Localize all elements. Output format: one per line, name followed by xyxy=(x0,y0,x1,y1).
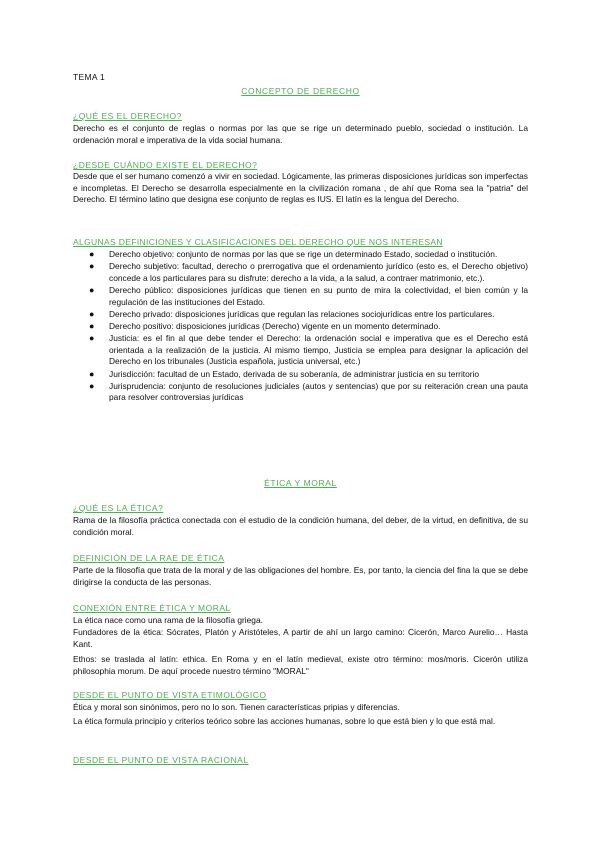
heading-definiciones: ALGUNAS DEFINICIONES Y CLASIFICACIONES DEL DERECHO QUE NOS INTERESAN xyxy=(73,237,443,247)
bullet-icon: ● xyxy=(89,249,95,259)
bullet-icon: ● xyxy=(89,368,95,379)
paragraph-conexion-3: Ethos: se traslada al latín: ethica. En Roma y en el latín medieval, existe otro término: mos/moris. Cicerón utiliza philosophia morum. De aquí procede nuestro término "MORAL" xyxy=(73,654,528,676)
list-item: ● Derecho positivo: disposiciones jurídicas (Derecho) vigente en un momento determinado. xyxy=(89,320,441,331)
title-concepto: CONCEPTO DE DERECHO xyxy=(241,86,360,96)
paragraph-desde-cuando: Desde que el ser humano comenzó a vivir en sociedad. Lógicamente, las primeras disposiciones jurídicas son imperfectas e incompletas. El Derecho se desarrolla especialmente en la civilización romana , de ahí que Roma sea la "patria" del Derecho. El término latino que designa ese conjunto de reglas es IUS. El latín es la lengua del Derecho. xyxy=(73,171,528,205)
heading-que-es-etica: ¿QUÉ ES LA ÉTICA? xyxy=(73,503,164,513)
list-item: ● Derecho público: disposiciones jurídicas que tienen en su punto de mira la colectividad, el bien común y la regulación de las instituciones del Estado. xyxy=(89,284,528,307)
heading-conexion: CONEXIÓN ENTRE ÉTICA Y MORAL xyxy=(73,603,231,613)
bullet-icon: ● xyxy=(89,333,95,344)
paragraph-conexion-1: La ética nace como una rama de la filosofía griega. xyxy=(73,615,263,625)
definitions-list xyxy=(73,249,528,404)
heading-definicion-rae: DEFINICIÓN DE LA RAE DE ÉTICA xyxy=(73,553,225,563)
list-item: ● Jurisprudencia: conjunto de resoluciones judiciales (autos y sentencias) que por su reiteración crean una pauta para resolver controversias jurídicas xyxy=(89,380,528,403)
paragraph-definicion-rae: Parte de la filosofía que trata de la moral y de las obligaciones del hombre. Es, por tanto, la ciencia del fina la que se debe dirigirse la conducta de las personas. xyxy=(73,565,528,587)
list-item: ● Justicia: es el fin al que debe tender el Derecho: la ordenación social e imperativa que es el Derecho está orientada a la realización de la justicia. Al mismo tiempo, Justicia se emplea para designar la aplicación del Derecho en los tribunales (Justicia española, justicia universal, etc.) xyxy=(89,333,528,367)
heading-racional: DESDE EL PUNTO DE VISTA RACIONAL xyxy=(73,755,249,765)
bullet-icon: ● xyxy=(89,308,95,319)
title-etica-moral: ÉTICA Y MORAL xyxy=(264,478,337,488)
paragraph-etimologico-2: La ética formula principio y criterios teórico sobre las acciones humanas, sobre lo que está bien y lo que está mal. xyxy=(73,716,496,726)
bullet-icon: ● xyxy=(89,320,95,331)
paragraph-etimologico-1: Ética y moral son sinónimos, pero no lo son. Tienen características pripias y diferencias. xyxy=(73,702,400,712)
list-item: ● Derecho objetivo: conjunto de normas por las que se rige un determinado Estado, sociedad o institución. xyxy=(89,249,498,259)
tema-label: TEMA 1 xyxy=(73,72,106,82)
list-item: ● Derecho subjetivo: facultad, derecho o prerrogativa que el ordenamiento jurídico (esto es, el Derecho objetivo) concede a los particulares para su disfrute: derecho a la vida, a la salud, a contraer matrimonio, etc.). xyxy=(89,261,528,283)
bullet-icon: ● xyxy=(89,284,95,295)
list-item: ● Jurisdicción: facultad de un Estado, derivada de su soberanía, de administrar justicia en su territorio xyxy=(89,368,480,379)
list-item: ● Derecho privado: disposiciones jurídicas que regulan las relaciones sociojurídicas entre los particulares. xyxy=(89,308,495,319)
paragraph-que-es-derecho: Derecho es el conjunto de reglas o normas por las que se rige un determinado pueblo, sociedad o institución. La ordenación moral e imperativa de la vida social humana. xyxy=(73,123,528,145)
bullet-icon: ● xyxy=(89,380,95,391)
heading-etimologico: DESDE EL PUNTO DE VISTA ETIMOLÓGICO xyxy=(73,690,267,700)
heading-desde-cuando: ¿DESDE CUÁNDO EXISTE EL DERECHO? xyxy=(73,160,258,170)
paragraph-que-es-etica: Rama de la filosofía práctica conectada con el estudio de la condición humana, del deber, de la virtud, en definitiva, de su condición moral. xyxy=(73,515,528,537)
bullet-icon: ● xyxy=(89,261,95,272)
heading-que-es-derecho: ¿QUÉ ES EL DERECHO? xyxy=(73,111,182,121)
paragraph-conexion-2: Fundadores de la ética: Sócrates, Platón y Aristóteles, A partir de ahí un largo camino: Cicerón, Marco Aurelio… Hasta Kant. xyxy=(73,627,528,649)
